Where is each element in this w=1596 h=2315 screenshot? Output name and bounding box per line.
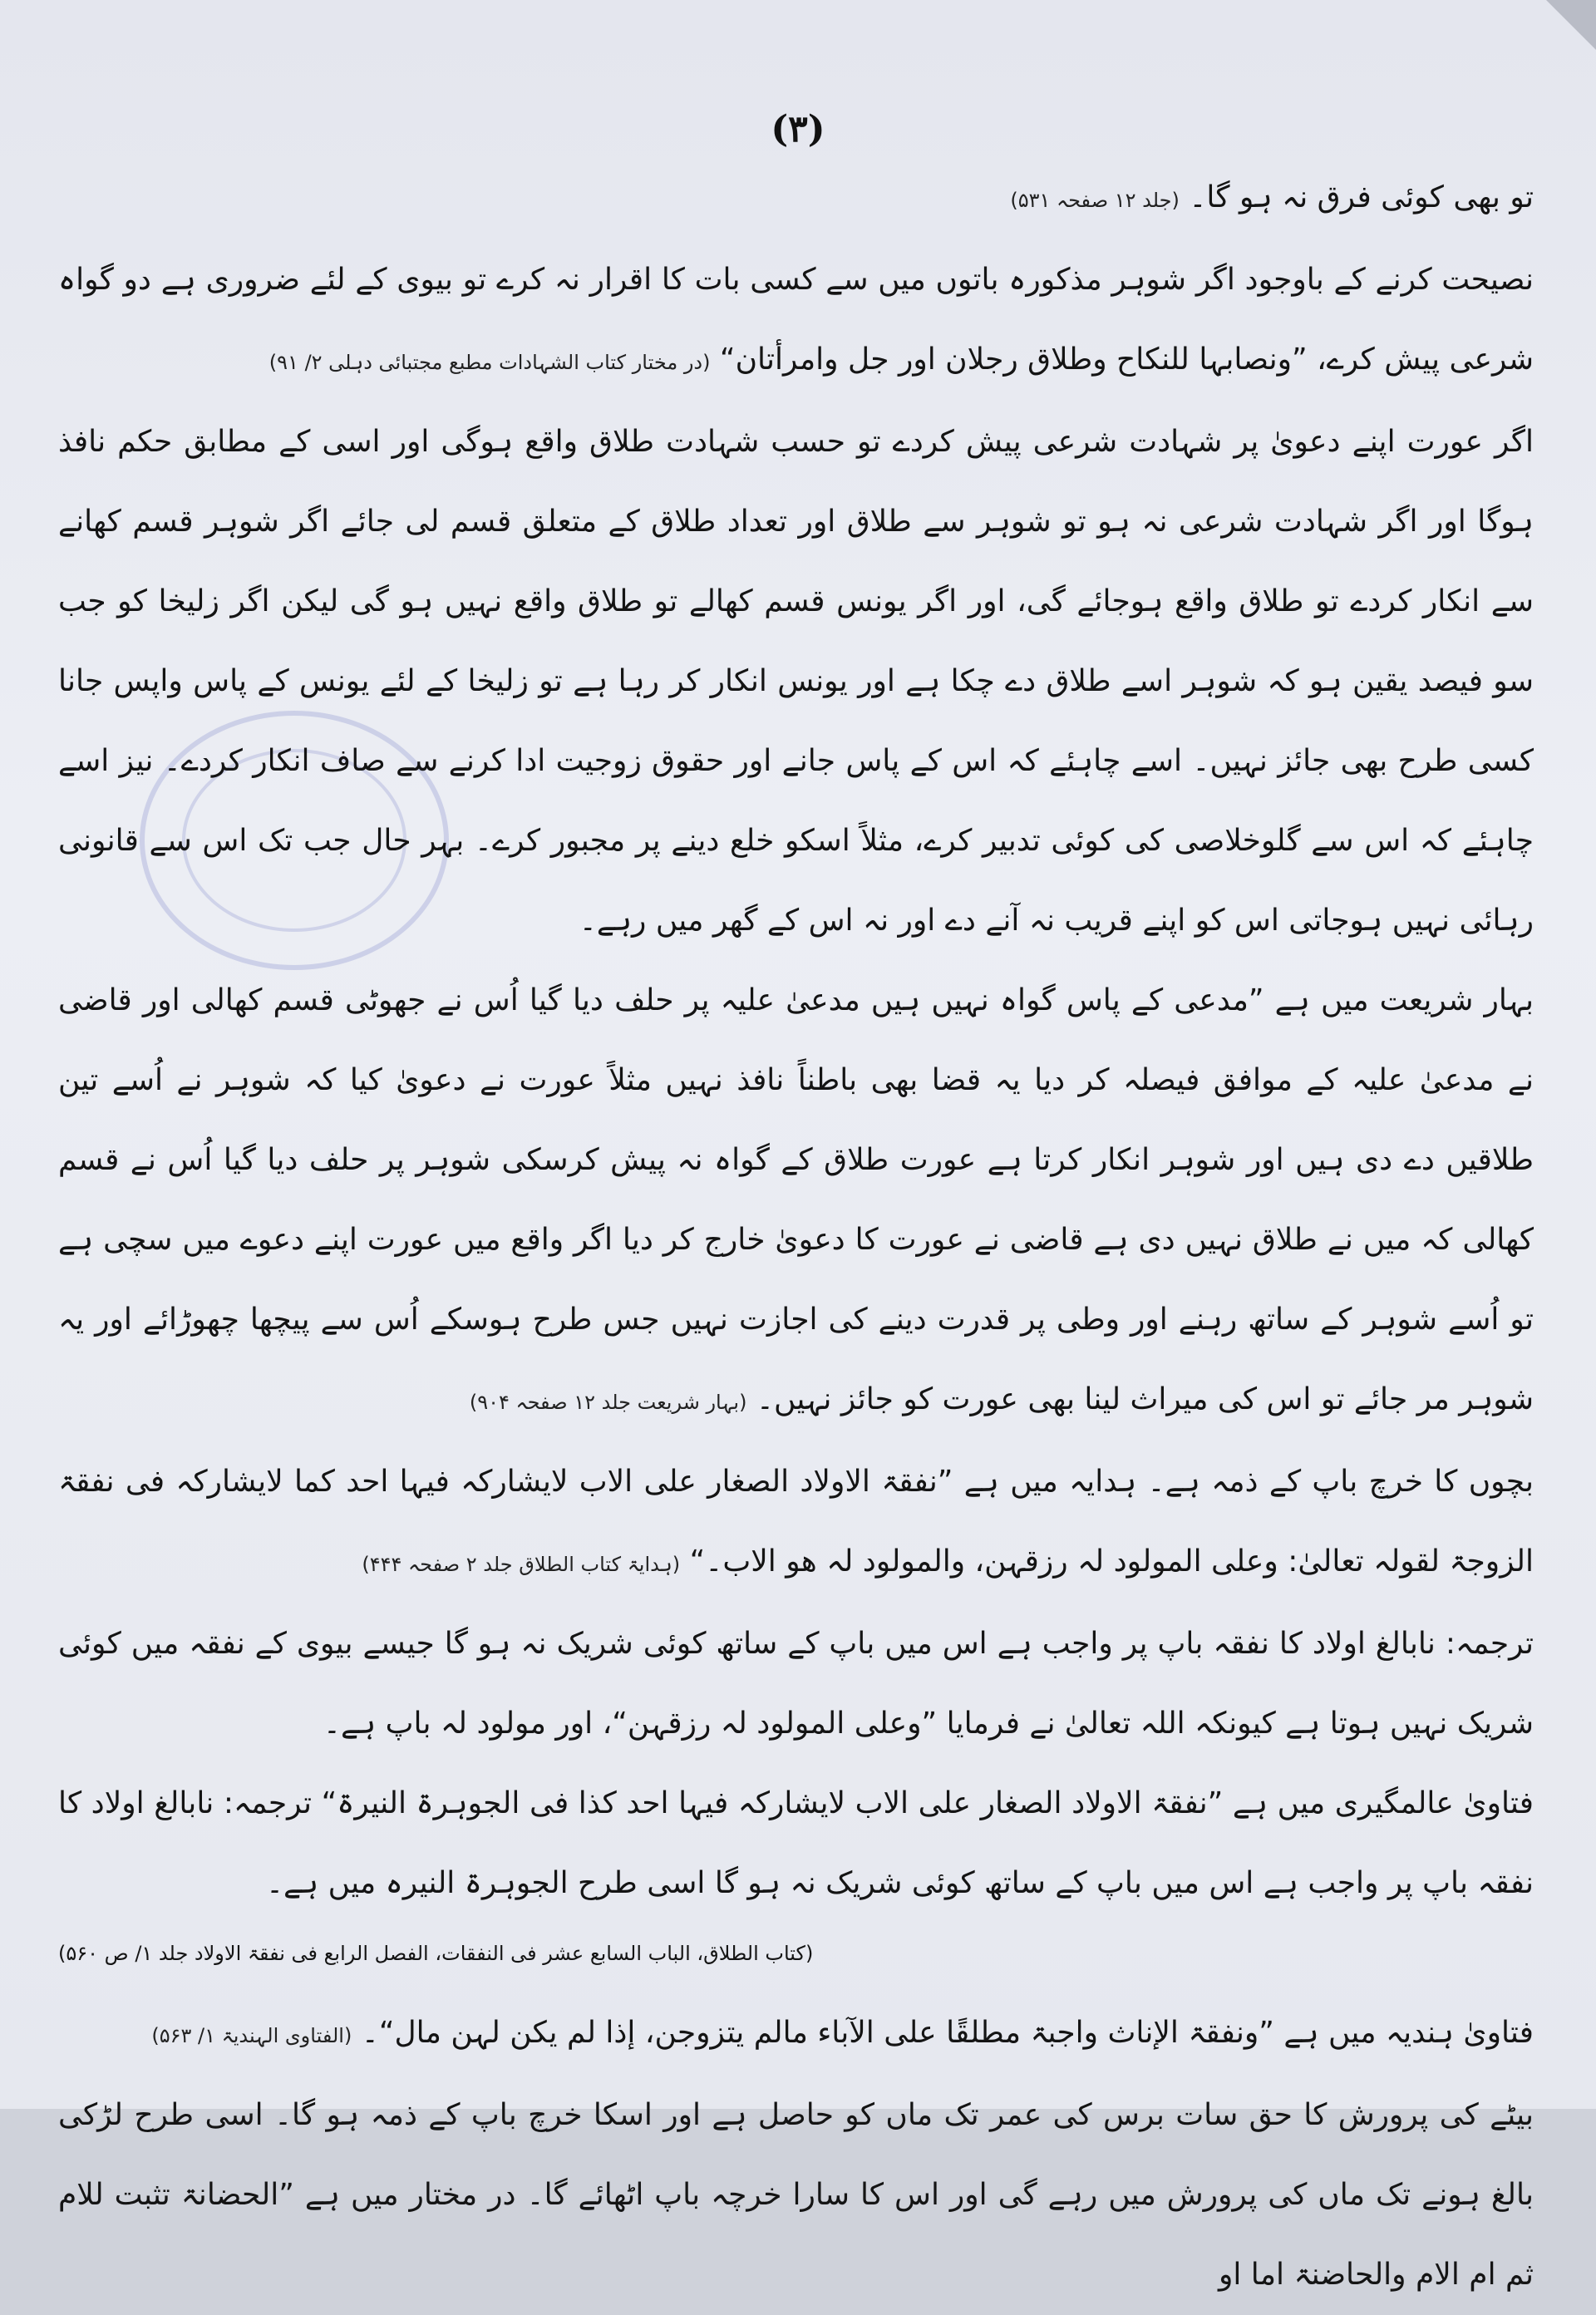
paragraph-3: اگر عورت اپنے دعویٰ پر شہادت شرعی پیش کردے تو حسب شہادت طلاق واقع ہوگی اور اسی کے مطابق حکم نافذ ہوگا اور اگر شہادت شرعی نہ ہو تو شوہر سے طلاق اور تعداد طلاق کے متعلق قسم لی جائے اگر شوہر قسم کھانے سے انکار کردے تو طلاق واقع ہوجائے گی، اور اگر یونس قسم کھالے تو طلاق واقع نہیں ہو گی لیکن اگر زلیخا کو جب سو فیصد یقین ہو کہ شوہر اسے طلاق دے چکا ہے اور یونس انکار کر رہا ہے تو زلیخا کے لئے یونس کے پاس واپس جانا کسی طرح بھی جائز نہیں۔ اسے چاہئے کہ اس کے پاس جانے اور حقوق زوجیت ادا کرنے سے صاف انکار کردے۔ نیز اسے چاہئے کہ اس سے گلوخلاصی کی کوئی تدبیر کرے، مثلاً اسکو خلع دینے پر مجبور کرے۔ بہر حال جب تک اس سے قانونی رہائی نہیں ہوجاتی اس کو اپنے قریب نہ آنے دے اور نہ اس کے گھر میں رہے۔ — [58, 425, 1534, 938]
paragraph-2: نصیحت کرنے کے باوجود اگر شوہر مذکورہ باتوں میں سے کسی بات کا اقرار نہ کرے تو بیوی کے لئے ضروری ہے دو گواہ شرعی پیش کرے، ”ونصابہا للنکاح وطلاق رجلان اور جل وامرأتان“ (در مختار کتاب الشہادات مطبع مجتبائی دہلی ۲/ ۹۱) — [58, 263, 1534, 377]
reference-2: (در مختار کتاب الشہادات مطبع مجتبائی دہلی ۲/ ۹۱) — [268, 351, 711, 374]
page-number: (۳) — [771, 108, 825, 150]
paragraph-hindiya: فتاویٰ ہندیہ میں ہے ”ونفقۃ الإناث واجبۃ مطلقًا علی الآباء مالم یتزوجن، إذا لم یکن لہن مال“۔ (الفتاوی الہندیۃ ۱/ ۵۶۳) — [151, 2016, 1534, 2050]
paragraph-4: بہار شریعت میں ہے ”مدعی کے پاس گواہ نہیں ہیں مدعیٰ علیہ پر حلف دیا گیا اُس نے جھوٹی قسم کھالی اور قاضی نے مدعیٰ علیہ کے موافق فیصلہ کر دیا یہ قضا بھی باطناً نافذ نہیں مثلاً عورت نے دعویٰ کیا کہ شوہر نے اُسے تین طلاقیں دے دی ہیں اور شوہر انکار کرتا ہے عورت طلاق کے گواہ نہ پیش کرسکی شوہر پر حلف دیا گیا اُس نے قسم کھالی کہ میں نے طلاق نہیں دی ہے قاضی نے عورت کا دعویٰ خارج کر دیا اگر واقع میں عورت اپنے دعوے میں سچی ہے تو اُسے شوہر کے ساتھ رہنے اور وطی پر قدرت دینے کی اجازت نہیں جس طرح ہوسکے اُس سے پیچھا چھوڑائے اور یہ شوہر مر جائے تو اس کی میراث لینا بھی عورت کو جائز نہیں۔ (بہار شریعت جلد ۱۲ صفحہ ۹۰۴) — [58, 983, 1534, 1416]
paragraph-5: بچوں کا خرچ باپ کے ذمہ ہے۔ ہدایہ میں ہے ”نفقۃ الاولاد الصغار علی الاب لایشارکہ فیہا احد کما لایشارکہ فی نفقۃ الزوجۃ لقولہ تعالیٰ: وعلی المولود لہ رزقہن، والمولود لہ ھو الاب۔“ (ہدایۃ کتاب الطلاق جلد ۲ صفحہ ۴۴۴) — [58, 1465, 1534, 1579]
body-text — [58, 158, 1534, 2315]
alamgiri-reference: (کتاب الطلاق، الباب السابع عشر فی النفقات، الفصل الرابع فی نفقۃ الاولاد جلد ۱/ ص ۵۶۰) — [58, 1942, 814, 1965]
reference-4: (بہار شریعت جلد ۱۲ صفحہ ۹۰۴) — [469, 1391, 747, 1414]
paragraph-last: بیٹے کی پرورش کا حق سات برس کی عمر تک ماں کو حاصل ہے اور اسکا خرچ باپ کے ذمہ ہو گا۔ اسی طرح لڑکی بالغ ہونے تک ماں کی پرورش میں رہے گی اور اس کا سارا خرچہ باپ اٹھائے گا۔ در مختار میں ہے ”الحضانۃ تثبت للام ثم ام الام والحاضنۃ اما او — [58, 2098, 1534, 2292]
paragraph-6: ترجمہ: نابالغ اولاد کا نفقہ باپ پر واجب ہے اس میں باپ کے ساتھ کوئی شریک نہ ہو گا جیسے بیوی کے نفقہ میں کوئی شریک نہیں ہوتا ہے کیونکہ اللہ تعالیٰ نے فرمایا ”وعلی المولود لہ رزقہن“، اور مولود لہ باپ ہے۔ — [58, 1627, 1534, 1741]
folded-corner — [1546, 0, 1596, 50]
paragraph-1: تو بھی کوئی فرق نہ ہو گا۔ (جلد ۱۲ صفحہ ۵۳۱) — [1010, 180, 1534, 214]
reference-5: (ہدایۃ کتاب الطلاق جلد ۲ صفحہ ۴۴۴) — [362, 1553, 681, 1576]
reference-hindiya: (الفتاوی الہندیۃ ۱/ ۵۶۳) — [151, 2024, 352, 2047]
reference-1: (جلد ۱۲ صفحہ ۵۳۱) — [1010, 189, 1180, 212]
paragraph-7: فتاویٰ عالمگیری میں ہے ”نفقۃ الاولاد الصغار علی الاب لایشارکہ فیہا احد کذا فی الجوہرۃ النیرۃ“ ترجمہ: نابالغ اولاد کا نفقہ باپ پر واجب ہے اس میں باپ کے ساتھ کوئی شریک نہ ہو گا اسی طرح الجوہرۃ النیرہ میں ہے۔ — [58, 1786, 1534, 1900]
